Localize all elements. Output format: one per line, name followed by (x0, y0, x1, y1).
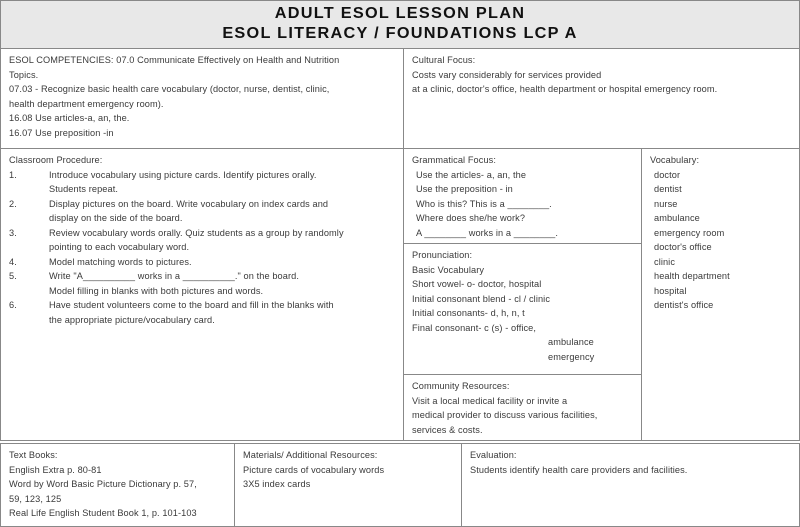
materials-section (234, 443, 462, 527)
step-text: Students repeat. (49, 184, 119, 194)
vocabulary-word: emergency room (654, 227, 725, 238)
step-text: Review vocabulary words orally. Quiz students as a group by randomly (49, 227, 344, 238)
pronunciation-line: ambulance (548, 337, 594, 347)
section-heading: Community Resources: (412, 381, 510, 391)
community-line: medical provider to discuss various facilities, (412, 410, 598, 420)
procedure-step (9, 197, 395, 226)
competencies-section (0, 48, 404, 149)
grammar-line: Who is this? This is a ________. (416, 198, 552, 209)
classroom-procedure-section (0, 148, 404, 441)
competency-line: Topics. (9, 69, 39, 80)
vocabulary-word: dentist's office (654, 300, 714, 310)
pronunciation-section (403, 243, 642, 375)
grammar-line: Use the preposition - in (416, 184, 513, 194)
grammatical-focus-section (403, 148, 642, 244)
step-text: the appropriate picture/vocabulary card. (49, 314, 215, 325)
procedure-step (9, 168, 395, 197)
step-text: Have student volunteers come to the board and fill in the blanks with (49, 300, 334, 310)
vocabulary-word: clinic (654, 256, 676, 267)
materials-line: 3X5 index cards (243, 479, 311, 489)
cultural-focus-line: Costs vary considerably for services provided (412, 69, 602, 80)
step-text: Display pictures on the board. Write vocabulary on index cards and (49, 198, 329, 209)
vocabulary-word: health department (654, 271, 730, 281)
section-heading: Vocabulary: (650, 155, 700, 165)
section-heading: Grammatical Focus: (412, 155, 496, 165)
grammar-line: Use the articles- a, an, the (416, 169, 527, 180)
step-text: Write "A__________ works in a __________." on the board. (49, 271, 299, 281)
step-text: Model filling in blanks with both pictures and words. (49, 285, 264, 296)
vocabulary-section (641, 148, 800, 441)
materials-line: Picture cards of vocabulary words (243, 464, 385, 475)
community-line: services & costs. (412, 424, 483, 435)
text-book-line: 59, 123, 125 (9, 493, 62, 504)
document-subtitle: ESOL LITERACY / FOUNDATIONS LCP A (222, 25, 578, 42)
cultural-focus-line: at a clinic, doctor's office, health department or hospital emergency room. (412, 84, 718, 94)
competency-line: 16.07 Use preposition -in (9, 127, 114, 138)
document-header (0, 0, 800, 49)
grammar-line: A ________ works in a ________. (416, 227, 559, 238)
competency-line: ESOL COMPETENCIES: 07.0 Communicate Effectively on Health and Nutrition (9, 55, 340, 65)
evaluation-line: Students identify health care providers and facilities. (470, 464, 688, 475)
step-text: Model matching words to pictures. (49, 256, 192, 267)
community-line: Visit a local medical facility or invite a (412, 395, 568, 406)
section-heading: Classroom Procedure: (9, 155, 103, 165)
pronunciation-line: emergency (548, 351, 595, 362)
document-title: ADULT ESOL LESSON PLAN (274, 5, 526, 22)
competency-line: 16.08 Use articles-a, an, the. (9, 113, 130, 123)
step-number: 4. (9, 256, 17, 267)
step-number: 3. (9, 227, 17, 238)
text-books-section (0, 443, 235, 527)
vocabulary-word: doctor's office (654, 242, 712, 252)
section-heading: Evaluation: (470, 450, 517, 460)
procedure-step (9, 255, 395, 270)
step-text: pointing to each vocabulary word. (49, 242, 190, 252)
grammar-line: Where does she/he work? (416, 213, 526, 223)
cultural-focus-section (403, 48, 800, 149)
procedure-step (9, 269, 395, 298)
step-text: display on the side of the board. (49, 213, 183, 223)
step-number: 1. (9, 169, 17, 180)
vocabulary-word: doctor (654, 169, 681, 180)
section-heading: Text Books: (9, 450, 58, 460)
vocabulary-word: nurse (654, 198, 678, 209)
pronunciation-line: Initial consonants- d, h, n, t (412, 308, 525, 318)
vocabulary-word: hospital (654, 285, 687, 296)
procedure-step (9, 298, 395, 327)
step-text: Introduce vocabulary using picture cards. Identify pictures orally. (49, 169, 317, 180)
vocabulary-word: ambulance (654, 213, 700, 223)
procedure-step (9, 226, 395, 255)
pronunciation-line: Final consonant- c (s) - office, (412, 322, 537, 333)
community-resources-section (403, 374, 642, 441)
text-book-line: Word by Word Basic Picture Dictionary p. 57, (9, 479, 197, 489)
section-heading: Cultural Focus: (412, 55, 476, 65)
competency-line: 07.03 - Recognize basic health care vocabulary (doctor, nurse, dentist, clinic, (9, 84, 330, 94)
section-heading: Materials/ Additional Resources: (243, 450, 378, 460)
step-number: 2. (9, 198, 17, 209)
pronunciation-line: Basic Vocabulary (412, 264, 485, 275)
section-heading: Pronunciation: (412, 250, 473, 260)
evaluation-section (461, 443, 800, 527)
step-number: 6. (9, 300, 17, 310)
vocabulary-word: dentist (654, 184, 682, 194)
competency-line: health department emergency room). (9, 98, 164, 109)
step-number: 5. (9, 271, 17, 281)
pronunciation-line: Short vowel- o- doctor, hospital (412, 279, 542, 289)
text-book-line: English Extra p. 80-81 (9, 464, 102, 475)
text-book-line: Real Life English Student Book 1, p. 101-103 (9, 508, 197, 518)
pronunciation-line: Initial consonant blend - cl / clinic (412, 293, 551, 304)
